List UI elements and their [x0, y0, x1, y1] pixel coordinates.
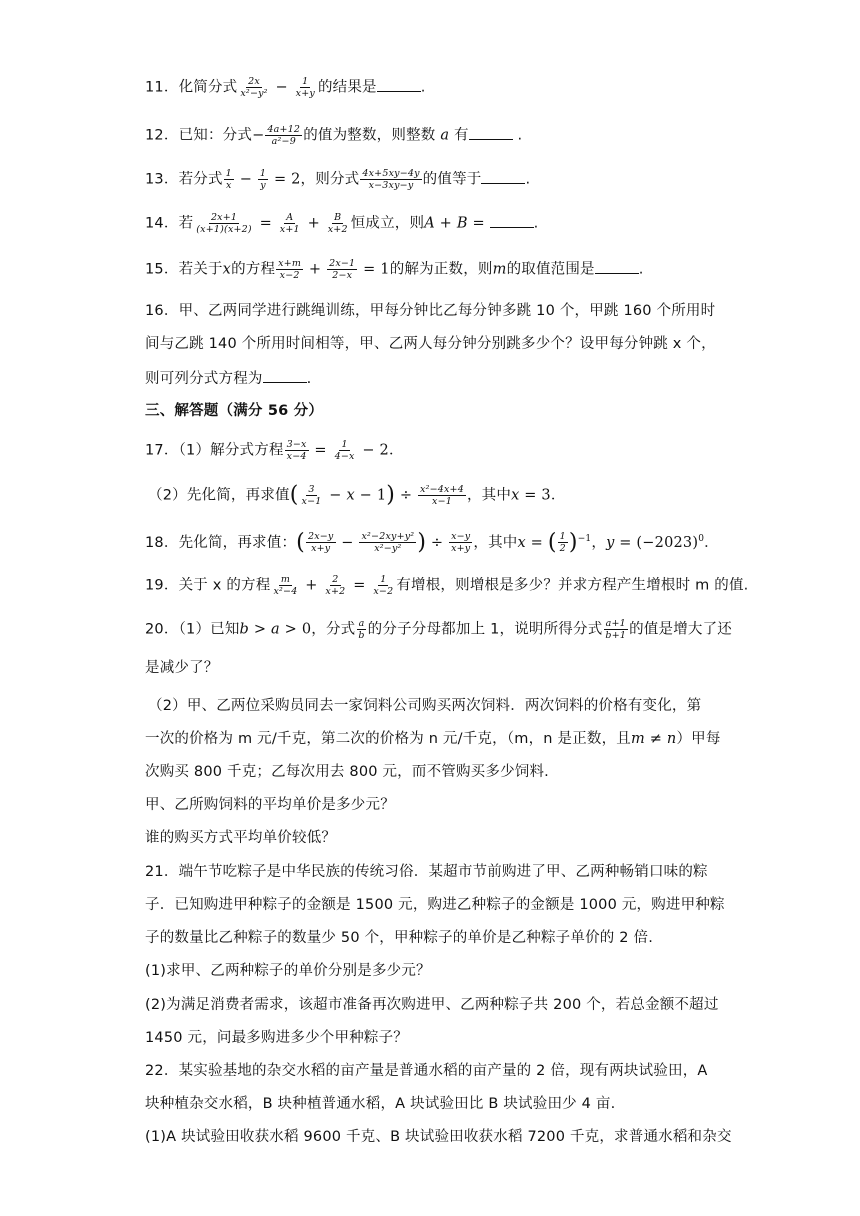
question-21-part-2-cont: 1450 元，问最多购进多少个甲种粽子？: [145, 1030, 409, 1046]
question-14: 14．若 $\frac{2x+1}{(x+1)(x+2)}$ = $\frac{A}{x+1}$ + $\frac{B}{x+2}$ 恒成立，则A + B = .: [145, 212, 539, 235]
question-16-line-3: 则可列分式方程为 .: [145, 368, 311, 389]
answer-blank[interactable]: [469, 125, 513, 140]
question-15: 15．若关于x的方程 $\frac{x+m}{x-2}$ + $\frac{2x-1}{2-x}$ = 1的解为正数，则m的取值范围是 .: [145, 258, 644, 281]
answer-blank[interactable]: [377, 77, 421, 92]
question-18: 18．先化简，再求值：( $\frac{2x-y}{x+y}$ − $\frac{\text{x²−2xy+y²}}{\text{x²−y²}}$ ) ÷ $\frac{x-y}{x+y}$ ，其中x = ( $\frac{1}{2}$ )$^{-1}$，$y = (-2023)^0$．: [145, 529, 719, 555]
question-16-line-2: 间与乙跳 140 个所用时间相等，甲、乙两人每分钟分别跳多少个？设甲每分钟跳 x 个，: [145, 336, 716, 352]
question-12: 12．已知：分式− $\frac{4a+12}{\text{a²−9}}$ 的值为整数，则整数 a 有 .: [145, 124, 523, 147]
question-20-sub-1: 甲、乙所购饲料的平均单价是多少元？: [145, 797, 395, 813]
question-20-line-2: 是减少了？: [145, 660, 219, 676]
question-11: 11．化简分式 $\frac{2x}{\text{x²−y²}}$ − $\frac{1}{x+y}$ 的结果是 .: [145, 76, 426, 99]
answer-blank[interactable]: [481, 169, 525, 184]
question-22-part-1: (1)A 块试验田收获水稻 9600 千克、B 块试验田收获水稻 7200 千克，求普通水稻和杂交: [145, 1129, 732, 1145]
question-20-line-4: 一次的价格为 m 元/千克，第二次的价格为 n 元/千克，（m，n 是正数，且m ≠ n）甲每: [145, 731, 721, 747]
answer-blank[interactable]: [595, 259, 639, 274]
question-19: 19．关于 x 的方程 $\frac{m}{\text{x²−4}}$ + $\frac{2}{x+2}$ = $\frac{1}{x-2}$ 有增根，则增根是多少？并求方程产生增根时 m 的值.: [145, 574, 749, 597]
question-21-line-3: 子的数量比乙种粽子的数量少 50 个，甲种粽子的单价是乙种粽子单价的 2 倍.: [145, 930, 654, 946]
question-17-part-1: 17．（1）解分式方程 $\frac{3-x}{x-4}$ = $\frac{1}{4-x}$ − 2．: [145, 439, 404, 462]
fraction: $\frac{4a+12}{\text{a²−9}}$: [267, 124, 301, 147]
question-17-part-2: （2）先化简，再求值( $\frac{3}{x-1}$ − x − 1) ÷ $\frac{\text{x²−4x+4}}{x-1}$ ，其中x = 3．: [148, 482, 566, 508]
question-21-part-1: (1)求甲、乙两种粽子的单价分别是多少元？: [145, 963, 431, 979]
section-heading: 三、解答题（满分 56 分）: [145, 403, 324, 419]
question-20-line-3: （2）甲、乙两位采购员同去一家饲料公司购买两次饲料．两次饲料的价格有变化，第: [148, 698, 702, 714]
question-20-line-5: 次购买 800 千克；乙每次用去 800 元，而不管购买多少饲料.: [145, 764, 549, 780]
question-21-part-2: (2)为满足消费者需求，该超市准备再次购进甲、乙两种粽子共 200 个，若总金额不超过: [145, 997, 719, 1013]
question-22-line-2: 块种植杂交水稻，B 块种植普通水稻，A 块试验田比 B 块试验田少 4 亩.: [145, 1096, 616, 1112]
answer-blank[interactable]: [263, 368, 307, 383]
question-21-line-1: 21．端午节吃粽子是中华民族的传统习俗．某超市节前购进了甲、乙两种畅销口味的粽: [145, 864, 708, 880]
question-21-line-2: 子．已知购进甲种粽子的金额是 1500 元，购进乙种粽子的金额是 1000 元，购进甲种粽: [145, 897, 725, 913]
fraction: $\frac{4x+5xy-4y}{x-3xy-y}$: [362, 168, 420, 191]
question-13: 13．若分式 $\frac{1}{x}$ − $\frac{1}{y}$ = 2，则分式 $\frac{4x+5xy-4y}{x-3xy-y}$ 的值等于 .: [145, 168, 531, 191]
question-20-sub-2: 谁的购买方式平均单价较低？: [145, 830, 337, 846]
question-20-line-1: 20．（1）已知b > a > 0，分式 $\frac{a}{b}$ 的分子分母都加上 1，说明所得分式 $\frac{a+1}{b+1}$ 的值是增大了还: [145, 618, 732, 641]
answer-blank[interactable]: [490, 213, 534, 228]
question-22-line-1: 22．某实验基地的杂交水稻的亩产量是普通水稻的亩产量的 2 倍，现有两块试验田，A: [145, 1063, 708, 1079]
fraction: $\frac{2x}{\text{x²−y²}}$: [240, 76, 268, 99]
question-16-line-1: 16．甲、乙两同学进行跳绳训练，甲每分钟比乙每分钟多跳 10 个，甲跳 160 个所用时: [145, 303, 716, 319]
